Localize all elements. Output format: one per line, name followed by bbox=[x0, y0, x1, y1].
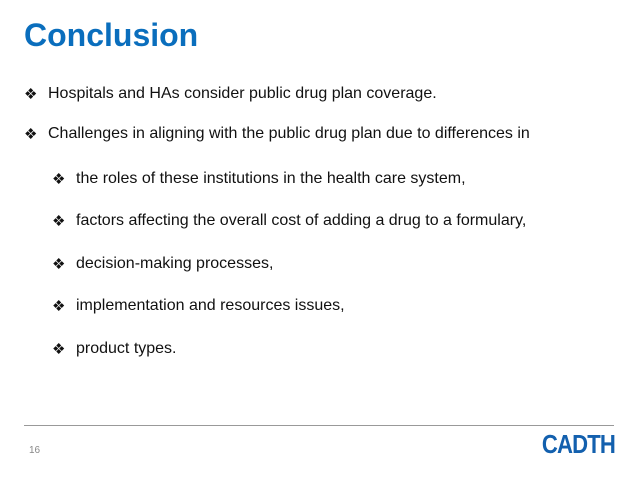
diamond-bullet-icon: ❖ bbox=[24, 86, 38, 103]
bullet-text: decision-making processes, bbox=[76, 255, 274, 272]
slide-title: Conclusion bbox=[24, 17, 199, 53]
diamond-bullet-icon: ❖ bbox=[52, 341, 66, 358]
bullet-text: Challenges in aligning with the public drug plan due to differences in bbox=[48, 125, 530, 142]
sub-bullet-item bbox=[52, 340, 177, 358]
bullet-text: the roles of these institutions in the health care system, bbox=[76, 170, 466, 187]
bullet-text: Hospitals and HAs consider public drug plan coverage. bbox=[48, 85, 437, 102]
bullet-text: product types. bbox=[76, 340, 177, 357]
cadth-logo: CADTH bbox=[541, 429, 615, 459]
bullet-item bbox=[24, 125, 530, 143]
diamond-bullet-icon: ❖ bbox=[52, 256, 66, 273]
bullet-item bbox=[24, 85, 437, 103]
sub-bullet-item bbox=[52, 170, 466, 188]
bullet-text: factors affecting the overall cost of adding a drug to a formulary, bbox=[76, 212, 527, 229]
sub-bullet-item bbox=[52, 297, 345, 315]
footer-divider bbox=[24, 425, 614, 426]
sub-bullet-item bbox=[52, 255, 273, 273]
bullet-text: implementation and resources issues, bbox=[76, 297, 345, 314]
diamond-bullet-icon: ❖ bbox=[52, 213, 66, 230]
diamond-bullet-icon: ❖ bbox=[52, 171, 66, 188]
sub-bullet-item bbox=[52, 212, 526, 230]
diamond-bullet-icon: ❖ bbox=[24, 126, 38, 143]
page-number: 16 bbox=[29, 445, 41, 456]
diamond-bullet-icon: ❖ bbox=[52, 298, 66, 315]
